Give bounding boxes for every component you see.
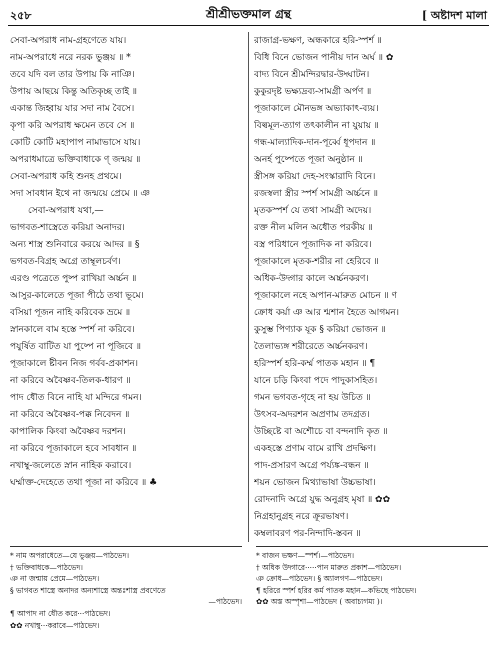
footnote: † ভক্তিবাধকে—পাঠভেদ। [10,562,83,572]
footnote: † অধিক উদ্গারে·····পান মারুত প্রকাশ—পাঠভেদ। [256,562,402,572]
verse-line: বসিয়া পূজন নাহি করিবেক ভ্রমে ॥ [10,307,131,318]
verse-line: স্ত্রীসঙ্গ করিয়া দেহ-সংস্কারাদি বিনে। [254,171,376,182]
verse-line: রজস্বলা স্ত্রীর স্পর্শ সামগ্রী অর্চ্চনে ॥ [254,188,378,199]
verse-line: তৈলাভ্যঙ্গ শরীরেতে অর্চ্চনকরণ। [254,341,368,352]
verse-line: সেবা-অপরাধ কহি শুনহ প্রথমে। [10,171,122,182]
footnote: ✿✿ অস্ত অস্পৃশা—পাঠভেদ ( অবাচ্যগম্য )। [256,597,383,607]
verse-line: গমন ভগবত-গৃহে না হয় উচিত ॥ [254,392,371,403]
verse-line: শয়ন ভোজন মিথ্যাভাষা উচ্চভাষা। [254,477,376,488]
verse-line: অপরাধমাত্রে ভক্তিবাধাকে ণ্‌ জন্ময় ॥ [10,154,141,165]
verse-line: কুকুরদৃষ্ট ভক্ষ্যদ্রব্য-সামগ্রী অর্পণ ॥ [254,86,372,97]
verse-line: পযুর্ষিত বাটিত যা পুষ্পে না পূজিবে ॥ [10,341,141,352]
verse-line: ভগবত-বিগ্রহ অগ্রে তাম্বূলচর্বণ। [10,256,121,267]
footnote: * নাম অপরাধেতে—যে ভুঞ্জয়—পাঠভেদ। [10,551,129,560]
verse-line: বিধি বিনে ভোজন পানীয় দান অর্ঘ ॥ ✿ [254,52,394,63]
verse-line: পাদ-প্রসারণ অগ্রে পর্য্যঙ্ক-বন্ধন ॥ [254,460,369,471]
verse-line: সদা সাবধান ইথে না জন্ময়ে প্রেমে ॥ ঞ [10,188,150,199]
verse-line: যানে চড়ি কিংবা পদে পাদুকাসহিত। [254,375,378,386]
footnote: ✿✿ নখাম্বু···করাবে—পাঠভেদ। [10,620,100,630]
footnote-rule-right [256,546,488,547]
verse-line: বাদ্য বিনে শ্রীমন্দিরদ্বার-উদ্ঘাটন। [254,69,370,80]
verse-line: না করিবে অবৈষ্ণব-তিলক-ধারণ ॥ [10,375,131,386]
verse-line: অন্য শাস্ত্র শুনিবারে করয়ে আদর ॥ § [10,239,140,250]
verse-line: বিল্বমূল-ত্যাগ তৎকালীন না যুয়ায় ॥ [254,120,379,131]
verse-line: না করিবে পূজাকালে হবে সাবধান ॥ [10,443,137,454]
sub-heading: সেবা-অপরাধ যথা,— [28,205,104,216]
footnote: ¶ আপাদ না ধৌত করে···পাঠভেদ। [10,608,111,618]
verse-line: পূজাকালে মৃতক-শরীর না হেরিবে ॥ [254,256,379,267]
footnotes-right [256,550,488,608]
verse-line: কৃপা করি অপরাধ ক্ষমেন তবে সে ॥ [10,120,135,131]
verse-line: কম্বলাবরণ পর-নিন্দাদি-স্তবন ॥ [254,528,361,539]
page-header [10,6,487,24]
verse-line: না করিবে অবৈষ্ণব-পক্ক নিবেদন ॥ [10,409,130,420]
verse-line: তবে যদি বল তার উপায় কি নাঞি। [10,69,135,80]
verse-line: ঘর্ম্মাক্ত-দেহেতে তথা পূজা না করিবে ॥ ♣ [10,477,158,488]
book-title: শ্রীশ্রীভক্তমাল গ্রন্থ [206,7,291,21]
verse-line: আসুর-কালেতে পূজা পীঠে তথা ভূমে। [10,290,144,301]
verse-line: হরিস্পর্শ হরি-কর্ম্ম পাতক মহান ॥ ¶ [254,358,376,369]
verse-line: এরণ্ড পত্রেতে পুষ্প রাখিয়া অর্চ্চন ॥ [10,273,137,284]
footnote: ¶ হরিরে স্পর্শ হরির কর্ম পাতক মহান—কভিছে পাঠভেদ। [256,585,417,595]
verse-line: উৎসব-অদরশন অপ্রণাম তদগ্রত। [254,409,370,420]
page-number: ২৫৮ [10,9,32,22]
footnote: ঞ না জন্মায় প্রেমে—পাঠভেদ। [10,574,100,584]
verse-line: একান্ত জিহ্বায় যার সদা নাম বৈসে। [10,103,135,114]
footnotes-left [10,550,242,631]
verse-line: রোদনাদি অগ্রে যুদ্ধ অনুগ্রহ মৃষা ॥ ✿✿ [254,494,391,505]
verse-line: উপায় আছয়ে কিন্তু অতিকৃচ্ছ তাই ॥ [10,86,137,97]
footnote: § ভাগবত শাস্ত্রে অনাদর অন্যশাস্ত্রে অন্তঃশাস্ত্র প্রবণেতে [10,585,166,595]
verse-line: অধিক-উদ্গার কালে অর্চ্চনকরণ। [254,273,369,284]
verse-line: মৃতকস্পর্শ যে তথা সামগ্রী অদেয়। [254,205,372,216]
verse-line: নখাম্বু-জলেতে স্নান নাহিক করাবে। [10,460,132,471]
verse-line: অনর্হ পুষ্পেতে পূজা অনুষ্ঠান ॥ [254,154,363,165]
verse-line: পূজাকালে নহে অপান-মারুত মোচন ॥ ণ [254,290,397,301]
verse-line: গন্ধ-মাল্যাদিক-দান-পূর্ব্বে ধূপদান ॥ [254,137,376,148]
verse-line: পাদ ধৌত বিনে নাহি যা মন্দিরে গমন। [10,392,142,403]
verse-line: ক্রোধ কর্য়া ঞ আর শ্মশান হৈতে আগমন। [254,307,399,318]
verse-line: কাপালিক কিংবা অবৈষ্ণব দরশন। [10,426,126,437]
verse-line: স্নানকালে বাম হস্তে স্পর্শ না করিবে। [10,324,135,335]
footnote-tail: —পাঠভেদ। [208,597,242,607]
verse-line: কুসুম্ভ পিণ্যাক যূক § করিয়া ভোজন ॥ [254,324,386,335]
verse-line: নাম-অপরাধে নরে নরক ভুঞ্জয় ॥ * [10,52,131,63]
verse-line: বস্ত্র পরিধানে পূজাদিক না করিবে। [254,239,372,250]
right-column [254,32,490,542]
verse-line: কোটি কোটি মহাপাপ নামাভাসে যায়। [10,137,141,148]
verse-line: রক্ত নীল মলিন অধৌত পরকীয় ॥ [254,222,373,233]
header-rule [8,25,489,26]
section-label: [ অষ্টাদশ মালা [421,9,487,22]
verse-line: একহস্তে প্রণাম বামে রাখি প্রদক্ষিণ। [254,443,376,454]
footnote-rule-left [10,546,242,547]
footnote: * বাজন ভক্ষণ—স্পর্শ।—পাঠভেদ। [256,551,355,560]
verse-line: উচ্ছিষ্টে বা অশৌচে বা বন্দনাদি কৃত ॥ [254,426,388,437]
verse-line: পূজাকালে ষ্টীবন নিজ গর্বব-প্রকাশন। [10,358,138,369]
column-divider [248,32,249,542]
verse-line: রাজাগ্র-ভক্ষণ, অন্ধকারে হরি-স্পর্শ ॥ [254,35,382,46]
left-column [10,32,246,491]
verse-line: নিগ্রহানুগ্রহ নরে ক্রূরভাষণ। [254,511,349,522]
footnote: ঞ ক্রোধ—পাঠভেদ। § অ্যালগণ—পাঠভেদ। [256,574,383,584]
verse-line: ভাগবত-শাস্ত্রেতে করিয়া অনাদর। [10,222,125,233]
verse-line: পূজাকালে মৌনভঙ্গ অভ্যাকাৎ-ব্যয়। [254,103,379,114]
verse-line: সেবা-অপরাধ নাম-গ্রহণেতে যায়। [10,35,127,46]
